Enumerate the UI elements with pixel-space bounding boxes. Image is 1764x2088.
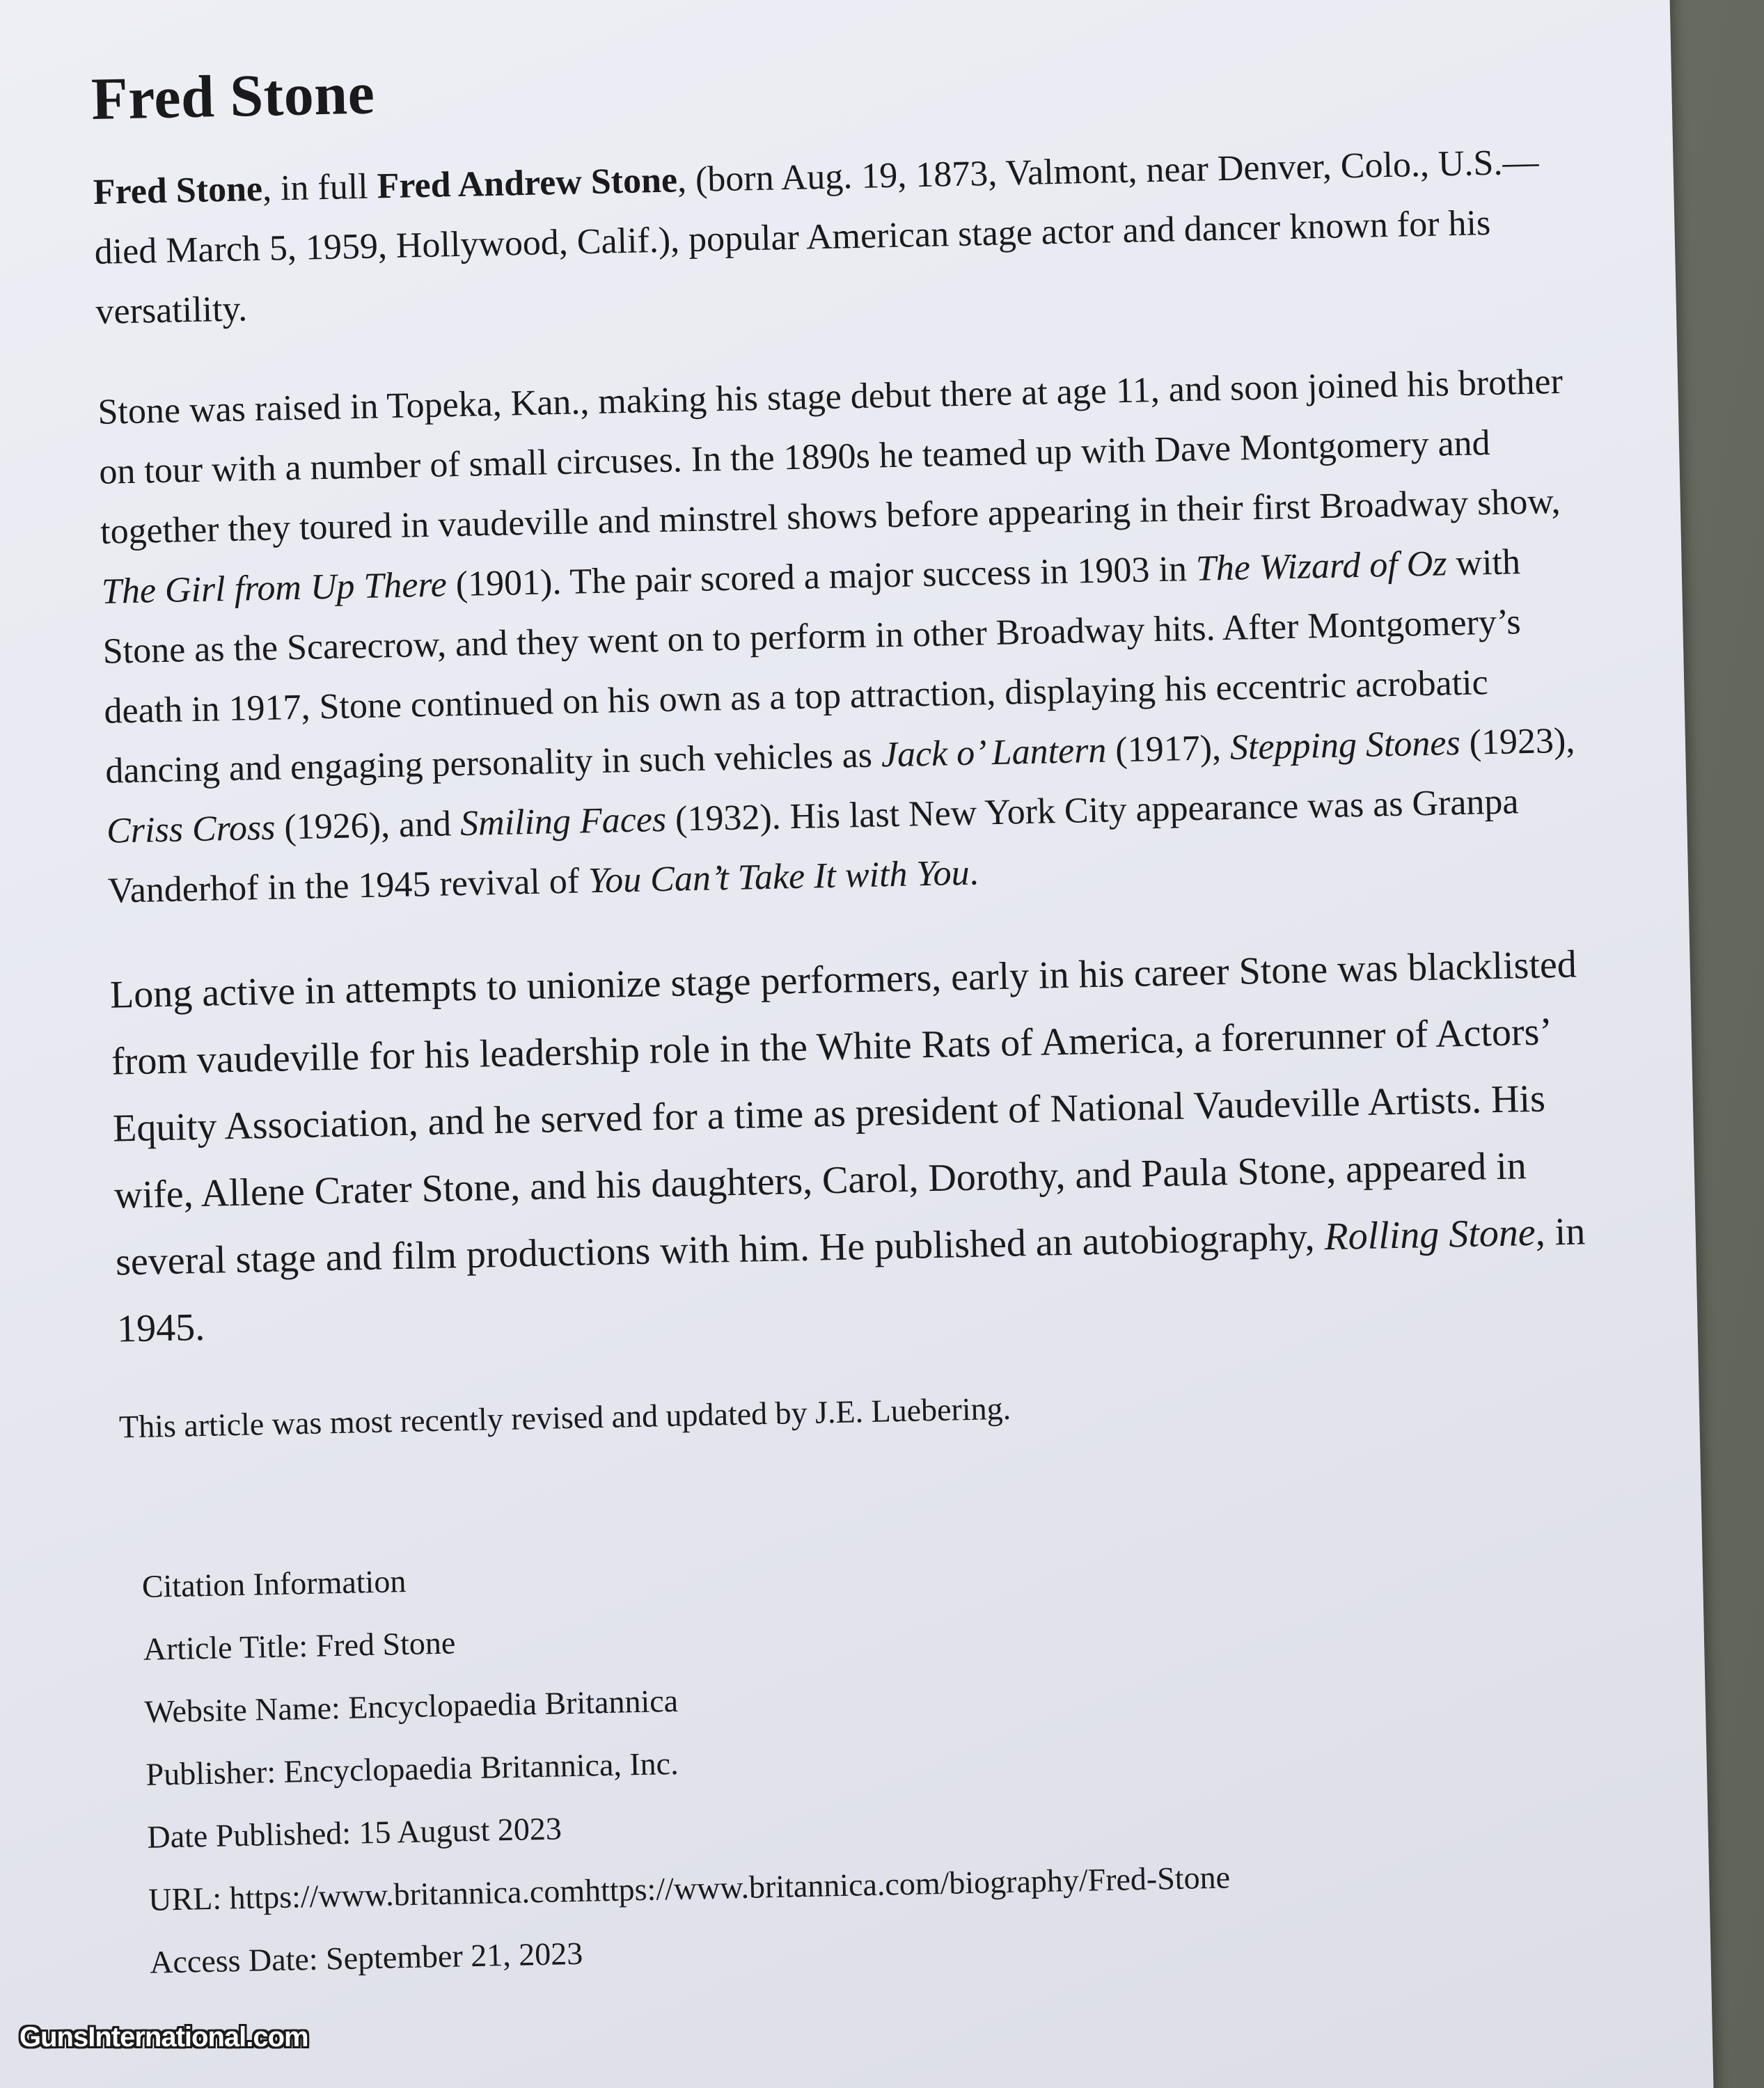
intro-rest: , (born Aug. 19, 1873, Valmont, near Denver, Colo., U.S.—died March 5, 1959, Hollywood, Calif.), popular American stage actor and dancer known for his versatility. xyxy=(94,142,1539,332)
intro-full-name: Fred Andrew Stone xyxy=(377,160,678,207)
show-title: Smiling Faces xyxy=(459,799,667,844)
book-title: Rolling Stone xyxy=(1323,1210,1536,1259)
citation-date-published: Date Published: 15 August 2023 xyxy=(146,1810,562,1855)
union-paragraph xyxy=(109,930,1621,1362)
career-text-1: Stone was raised in Topeka, Kan., making his stage debut there at age 11, and soon joined his brother on tour with a number of small circuses. In the 1890s he teamed up with Dave Montgomery and together they toured in vaudeville and minstrel shows before appearing in their first Broadway show, xyxy=(97,361,1564,552)
intro-in-full: , in full xyxy=(262,166,378,209)
revision-note: This article was most recently revised and updated by J.E. Luebering. xyxy=(118,1390,1011,1445)
show-title: The Girl from Up There xyxy=(101,564,448,612)
page-title: Fred Stone xyxy=(90,59,376,132)
career-text-4: (1917), xyxy=(1105,727,1231,770)
citation-article-title: Article Title: Fred Stone xyxy=(143,1624,456,1667)
career-text-5: (1923), xyxy=(1460,720,1575,763)
citation-url: URL: https://www.britannica.comhttps://www.britannica.com/biography/Fred-Stone xyxy=(148,1859,1231,1917)
intro-name: Fred Stone xyxy=(93,168,263,212)
citation-heading: Citation Information xyxy=(141,1563,407,1604)
citation-access-date: Access Date: September 21, 2023 xyxy=(149,1935,583,1980)
union-text-2: , in 1945. xyxy=(116,1210,1586,1351)
article-document xyxy=(90,19,1635,1995)
show-title: Criss Cross xyxy=(106,807,276,851)
career-text-2: (1901). The pair scored a major success in 1903 in xyxy=(446,548,1197,605)
career-text-3: with Stone as the Scarecrow, and they went on to perform in other Broadway hits. After Montgomery’s death in 1917, Stone continued on his own as a top attraction, displaying his eccentric acrobatic dancing and engaging personality in such vehicles as xyxy=(102,542,1522,791)
show-title: Stepping Stones xyxy=(1229,723,1461,768)
career-paragraph xyxy=(97,351,1612,922)
show-title: The Wizard of Oz xyxy=(1195,544,1448,589)
union-text-1: Long active in attempts to unionize stage performers, early in his career Stone was blacklisted from vaudeville for his leadership role in the White Rats of America, a forerunner of Actors’ Equity Association, and he served for a time as president of National Vaudeville Artists. His wife, Allene Crater Stone, and his daughters, Carol, Dorothy, and Paula Stone, appeared in several stage and film productions with him. He published an autobiography, xyxy=(109,942,1577,1284)
career-text-6: (1926), and xyxy=(274,804,461,848)
citation-block xyxy=(141,1524,1635,1994)
citation-website-name: Website Name: Encyclopaedia Britannica xyxy=(144,1682,679,1730)
citation-publisher: Publisher: Encyclopaedia Britannica, Inc. xyxy=(145,1745,679,1792)
career-text-8: . xyxy=(968,853,979,893)
intro-paragraph xyxy=(93,132,1600,342)
show-title: You Can’t Take It with You xyxy=(588,853,970,901)
career-text-7: (1932). His last New York City appearance was as Granpa Vanderhof in the 1945 revival of xyxy=(107,782,1519,911)
watermark-logo: GunsInternational.com xyxy=(19,2022,308,2053)
show-title: Jack o’ Lantern xyxy=(881,730,1107,775)
